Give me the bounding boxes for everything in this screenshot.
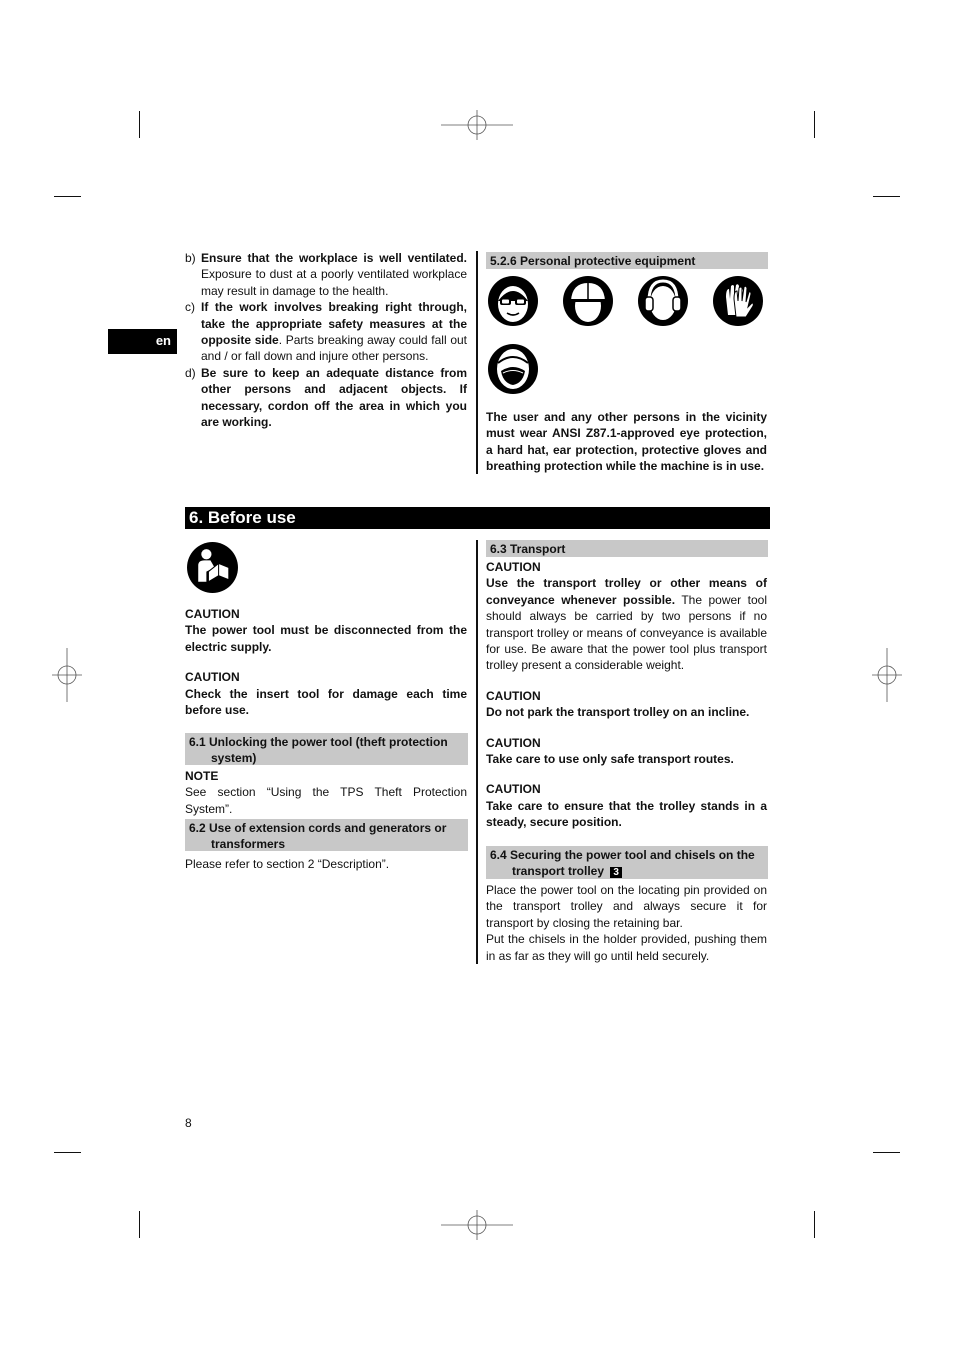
section-6-3-heading: 6.3 Transport: [486, 540, 768, 557]
caution-text: Take care to ensure that the trolley stands in a steady, secure position.: [486, 798, 767, 830]
safety-list: [185, 250, 467, 430]
list-item-label: b): [185, 251, 196, 265]
registration-mark-top-icon: [441, 110, 513, 140]
section-6-4-heading: [486, 846, 768, 879]
section-6-4-heading-wrap: [490, 847, 764, 879]
ppe-text: The user and any other persons in the vicinity must wear ANSI Z87.1-approved eye protection, a hard hat, ear protection, protective gloves and breathing protection while the machine is in use.: [486, 410, 767, 474]
column-divider: [476, 251, 478, 474]
language-tab-label: en: [155, 333, 171, 348]
caution-text: The power tool must be disconnected from the electric supply.: [185, 623, 467, 654]
list-item-bold: Be sure to keep an adequate distance from other persons and adjacent objects. If necessary, cordon off the area in which you are working.: [201, 365, 467, 430]
list-item: [185, 299, 467, 365]
section-6-1-heading: [185, 733, 468, 765]
list-item-text: Exposure to dust at a poorly ventilated workplace may result in damage to the health.: [201, 267, 467, 298]
section-6-2-heading-text: 6.2 Use of extension cords and generators or transformers: [189, 821, 447, 851]
list-item-bold: Ensure that the workplace is well ventilated.: [201, 251, 467, 265]
caution-text: Do not park the transport trolley on an incline.: [486, 705, 750, 720]
read-manual-icon: [186, 541, 239, 594]
section-title: 6. Before use: [189, 508, 296, 527]
caution-label: CAUTION: [486, 688, 541, 703]
registration-mark-bottom-icon: [441, 1210, 513, 1240]
ppe-heading: 5.2.6 Personal protective equipment: [486, 252, 768, 269]
caution-label: CAUTION: [486, 560, 541, 574]
caution-paragraph: [486, 575, 767, 673]
list-item-label: c): [185, 300, 195, 315]
section-6-4-paragraph: Place the power tool on the locating pin provided on the transport trolley and always secure it for transport by closing the retaining bar.: [486, 883, 767, 930]
list-item-label: d): [185, 365, 196, 380]
caution-label: CAUTION: [185, 607, 240, 621]
transport-block: [486, 559, 767, 831]
breathing-protection-icon: [487, 343, 539, 395]
eye-protection-icon: [487, 275, 539, 327]
caution-text: Check the insert tool for damage each time before use.: [185, 686, 467, 718]
section-6-4-heading-text: 6.4 Securing the power tool and chisels on the transport trolley: [490, 848, 755, 878]
left-bottom-column: [185, 606, 467, 718]
caution-rest: The power tool should always be carried by two persons if no transport trolley or means of conveyance is available for use. Be aware that the power tool plus transport trolley present a considerable weight.: [486, 592, 768, 673]
section-6-4-body: [486, 882, 767, 964]
page-number: 8: [185, 1116, 192, 1130]
note-text: See section “Using the TPS Theft Protection System”.: [185, 785, 467, 816]
list-item: [185, 365, 467, 431]
figure-ref-badge: 3: [610, 867, 622, 878]
caution-label: CAUTION: [486, 782, 541, 797]
section-6-2-heading: [185, 819, 468, 851]
section-title-bar: [185, 507, 770, 529]
section-6-4-paragraph: Put the chisels in the holder provided, pushing them in as far as they will go until held securely.: [486, 932, 767, 963]
list-item: [185, 250, 467, 299]
ear-protection-icon: [637, 275, 689, 327]
note-label: NOTE: [185, 769, 219, 783]
list-item-text: . Parts breaking away could fall out and / or fall down and injure other persons.: [201, 333, 468, 364]
registration-mark-left-icon: [52, 648, 82, 702]
language-tab: [108, 329, 177, 354]
protective-gloves-icon: [712, 275, 764, 327]
section-6-2-text: Please refer to section 2 “Description”.: [185, 857, 390, 871]
column-divider: [476, 540, 478, 964]
hard-hat-icon: [562, 275, 614, 327]
note-block: [185, 768, 467, 817]
caution-label: CAUTION: [486, 735, 541, 750]
registration-mark-right-icon: [872, 648, 902, 702]
caution-text: Take care to use only safe transport routes.: [486, 752, 734, 767]
caution-label: CAUTION: [185, 670, 240, 685]
list-item-bold: If the work involves breaking right through, take the appropriate safety measures at the opposite side: [201, 300, 467, 348]
section-6-1-heading-text: 6.1 Unlocking the power tool (theft protection system): [189, 735, 448, 765]
caution-bold: Use the transport trolley or other means of conveyance whenever possible.: [486, 576, 767, 607]
